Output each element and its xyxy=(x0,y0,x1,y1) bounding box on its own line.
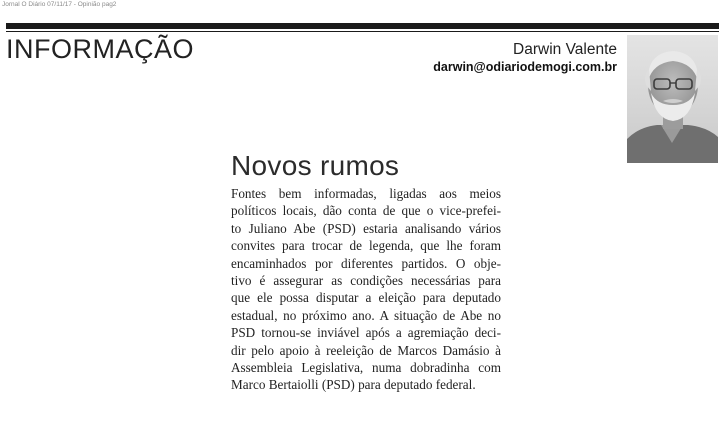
article-line: políticos locais, dão conta de que o vice-prefei- xyxy=(231,203,501,219)
article-line: dir pelo apoio à reeleição de Marcos Damásio à xyxy=(231,342,501,358)
article-line: estadual, no próximo ano. A situação de Abe no xyxy=(231,307,501,323)
article-line: que ele possa disputar a eleição para deputado xyxy=(231,290,501,306)
article-line: encaminhados por diferentes partidos. O obje- xyxy=(231,255,501,271)
section-title: INFORMAÇÃO xyxy=(6,34,195,64)
page-meta: Jornal O Diário 07/11/17 - Opinião pag2 xyxy=(2,1,117,8)
article-line: PSD tornou-se inviável após a agremiação deci- xyxy=(231,325,501,341)
article-title: Novos rumos xyxy=(231,150,400,181)
header-rule-thin xyxy=(6,31,719,32)
article-line: to Juliano Abe (PSD) estaria analisando vários xyxy=(231,220,501,236)
article-line: convites para trocar de legenda, que lhe foram xyxy=(231,238,501,254)
author-email: darwin@odiariodemogi.com.br xyxy=(433,60,617,74)
author-name: Darwin Valente xyxy=(513,41,617,58)
article-line: Assembleia Legislativa, numa dobradinha com xyxy=(231,359,501,375)
article-line: Fontes bem informadas, ligadas aos meios xyxy=(231,186,501,201)
article-line: tivo é assegurar as condições necessárias para xyxy=(231,272,501,288)
article-line: Marco Bertaiolli (PSD) para deputado federal. xyxy=(231,377,476,393)
author-portrait-image xyxy=(627,35,718,163)
article-body xyxy=(231,185,501,394)
author-photo xyxy=(627,35,718,163)
header-rule-thick xyxy=(6,23,719,29)
